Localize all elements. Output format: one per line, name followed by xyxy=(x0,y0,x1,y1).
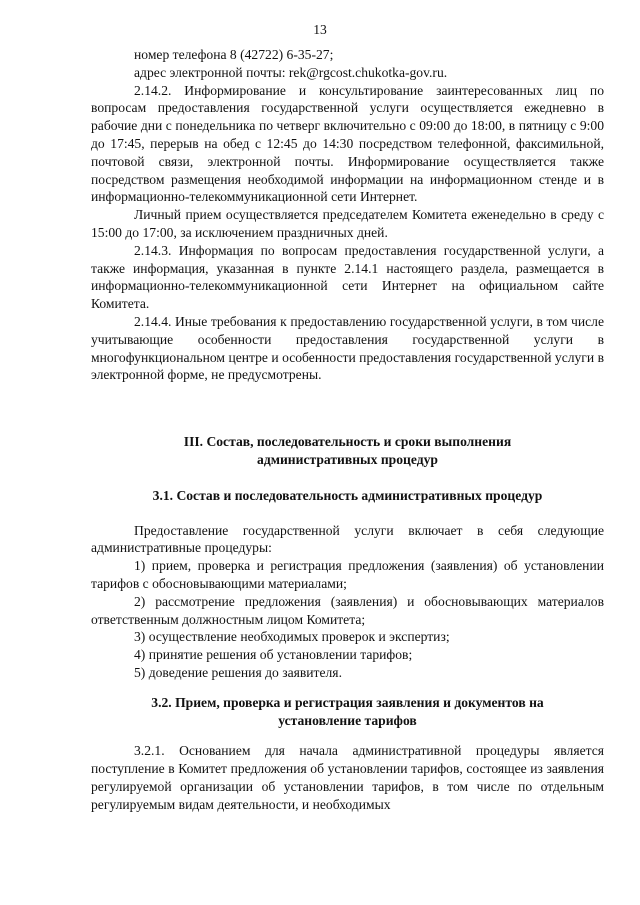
paragraph-2-14-2: 2.14.2. Информирование и консультирование заинтересованных лиц по вопросам предоставления государственной услуги осуществляется ежедневно в рабочие дни с понедельника по четверг включительно с 09:00 до 18:00, в пятницу с 9:00 до 17:45, перерыв на обед с 12:45 до 14:30 посредством телефонной, факсимильной, почтовой связи, электронной почты. Информирование осуществляется также посредством размещения необходимой информации на информационном стенде и в информационно-телекоммуникационной сети Интернет. xyxy=(91,82,604,205)
procedure-item: 2) рассмотрение предложения (заявления) и обосновывающих материалов ответственным должностным лицом Комитета; xyxy=(91,593,604,627)
procedure-item: 3) осуществление необходимых проверок и экспертиз; xyxy=(134,629,450,645)
phone-line: номер телефона 8 (42722) 6-35-27; xyxy=(134,47,334,62)
section-3-heading xyxy=(91,433,604,469)
subsection-3-2-heading xyxy=(91,694,604,730)
email-line: адрес электронной почты: rek@rgcost.chukotka-gov.ru. xyxy=(134,64,448,80)
paragraph-2-14-3: 2.14.3. Информация по вопросам предоставления государственной услуги, а также информация, указанная в пункте 2.14.1 настоящего раздела, размещается в информационно-телекоммуникационной сети Интернет на официальном сайте Комитета. xyxy=(91,242,604,312)
section-3-title-line-1: III. Состав, последовательность и сроки выполнения xyxy=(183,434,512,450)
subsection-3-2-title-line-2: установление тарифов xyxy=(278,712,417,728)
document-body xyxy=(91,46,604,813)
page-number: 13 xyxy=(313,22,327,37)
subsection-3-1-intro: Предоставление государственной услуги включает в себя следующие административные процедуры: xyxy=(91,522,604,556)
procedure-item: 1) прием, проверка и регистрация предложения (заявления) об установлении тарифов с обосновывающими материалами; xyxy=(91,558,604,591)
procedure-item: 5) доведение решения до заявителя. xyxy=(134,664,342,680)
paragraph-reception: Личный прием осуществляется председателем Комитета еженедельно в среду с 15:00 до 17:00, за исключением праздничных дней. xyxy=(91,207,604,240)
subsection-3-2-title-line-1: 3.2. Прием, проверка и регистрация заявления и документов на xyxy=(151,694,544,710)
paragraph-3-2-1: 3.2.1. Основанием для начала административной процедуры является поступление в Комитет предложения об установлении тарифов, состоящее из заявления регулируемой организации об установлении тарифов, в том числе по отдельным регулируемым видам деятельности, и необходимых xyxy=(91,743,604,812)
section-3-title-line-2: административных процедур xyxy=(257,451,438,467)
procedure-item: 4) принятие решения об установлении тарифов; xyxy=(134,647,413,663)
paragraph-2-14-4: 2.14.4. Иные требования к предоставлению государственной услуги, в том числе учитывающие особенности предоставления государственной услуги в многофункциональном центре и особенности предоставления государственной услуги в электронной форме, не предусмотрены. xyxy=(91,313,604,383)
subsection-3-1-title: 3.1. Состав и последовательность административных процедур xyxy=(152,487,543,503)
